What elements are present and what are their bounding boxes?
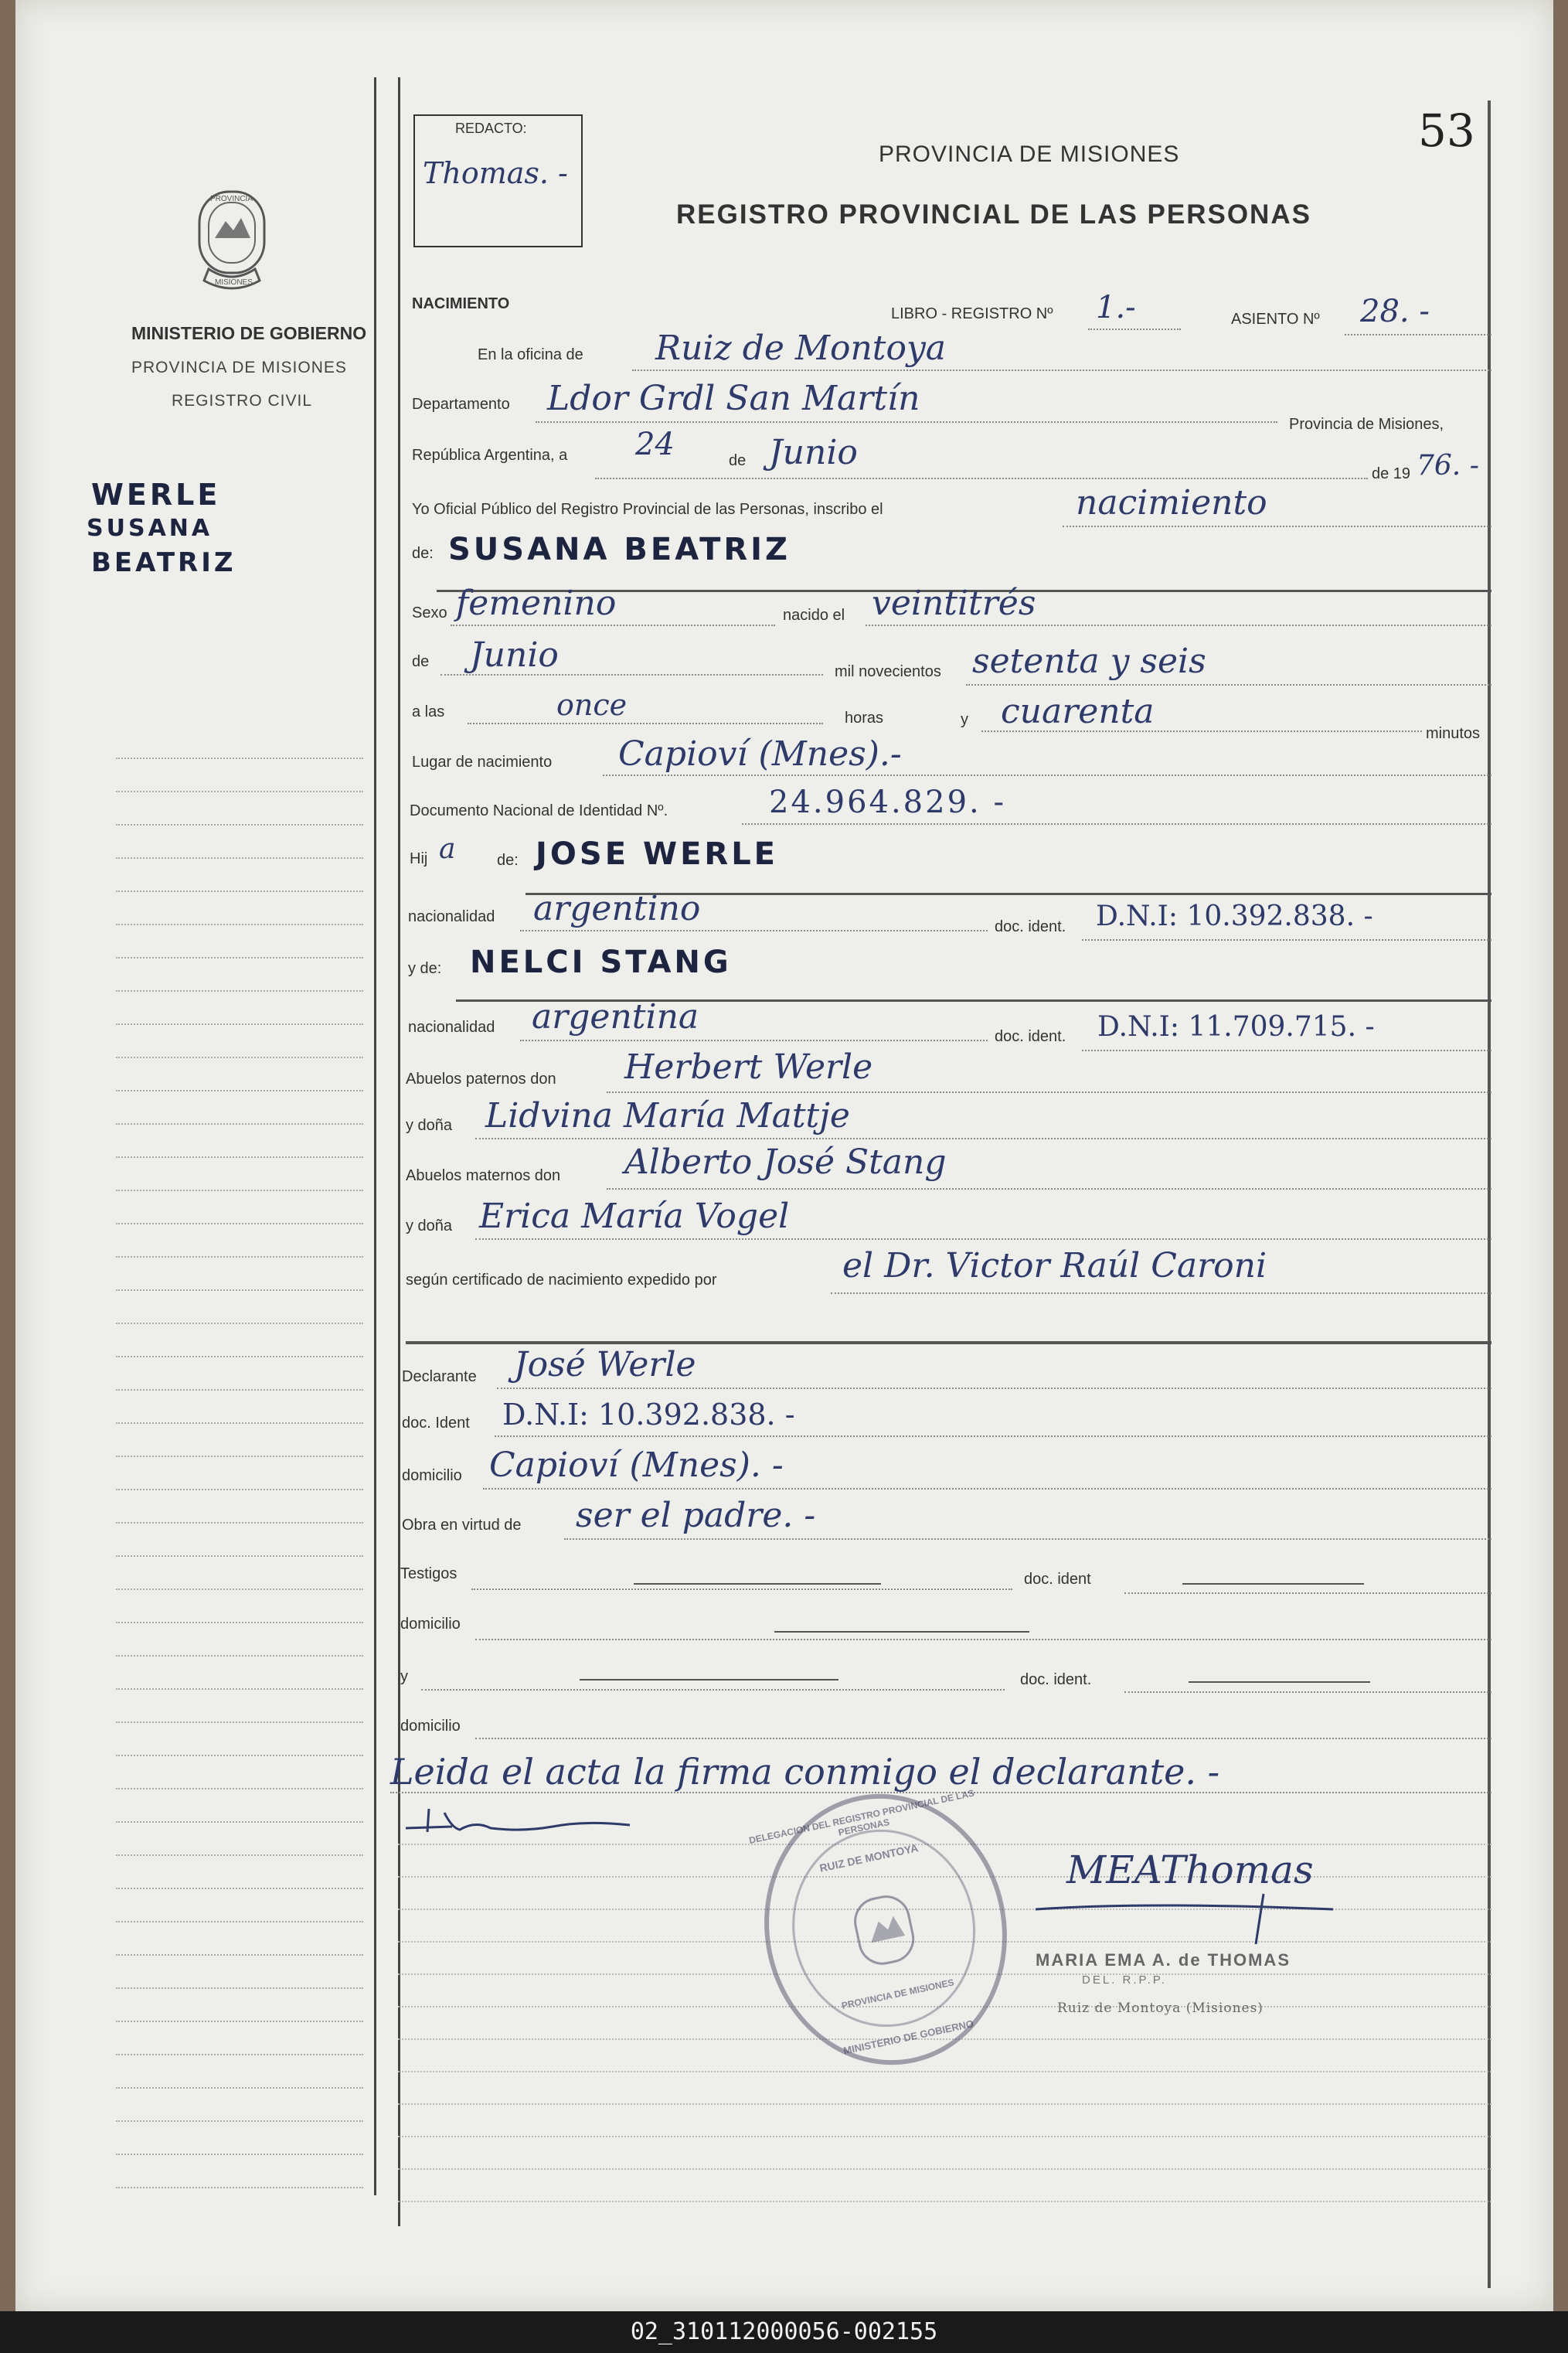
dni-label: Documento Nacional de Identidad Nº.	[410, 802, 668, 819]
testigos-line-1	[634, 1583, 881, 1585]
official-role: DEL. R.P.P.	[1082, 1973, 1167, 1987]
ministry-province: PROVINCIA DE MISIONES	[131, 359, 347, 376]
domicilio-label: domicilio	[402, 1467, 462, 1484]
hij-de-label: de:	[497, 852, 519, 869]
mil-line	[966, 684, 1491, 686]
mil-label: mil novecientos	[835, 663, 941, 680]
obra-line	[564, 1538, 1491, 1540]
nacido-line	[866, 625, 1491, 626]
nac2-label: nacionalidad	[408, 1019, 495, 1036]
abm-dona-label: y doña	[406, 1217, 453, 1234]
minutos-label: minutos	[1426, 725, 1481, 742]
right-page-edge	[1488, 100, 1491, 2288]
declarante-line	[497, 1388, 1491, 1389]
month2-line	[440, 674, 823, 676]
blank-rule	[398, 2136, 1491, 2137]
doc2-label: doc. ident.	[995, 1028, 1066, 1045]
provincia-label: Provincia de Misiones,	[1289, 416, 1444, 433]
margin-rule	[116, 824, 363, 826]
blank-rule	[398, 2168, 1491, 2170]
official-place: Ruiz de Montoya (Misiones)	[1057, 2001, 1264, 2016]
child-name: SUSANA BEATRIZ	[448, 532, 791, 567]
nac2-line	[520, 1040, 988, 1041]
testigos-doc-label: doc. ident	[1024, 1571, 1091, 1588]
margin-rule	[116, 957, 363, 959]
official-name: MARIA EMA A. de THOMAS	[1036, 1950, 1291, 1970]
stamp-inner-bottom: PROVINCIA DE MISIONES	[840, 1977, 955, 2011]
doc2-value: D.N.I: 11.709.715. -	[1097, 1011, 1375, 1043]
cert-line	[831, 1292, 1491, 1294]
nacido-value: veintitrés	[872, 584, 1036, 623]
libro-line	[1088, 329, 1181, 330]
republica-label: República Argentina, a	[412, 447, 568, 464]
margin-rule	[116, 1289, 363, 1291]
abp-dona-line	[475, 1138, 1491, 1139]
asiento-label: ASIENTO Nº	[1231, 311, 1320, 328]
de2-label: de	[412, 653, 430, 670]
departamento-label: Departamento	[412, 396, 510, 413]
testigos-doc-line	[1182, 1583, 1364, 1585]
declarante-label: Declarante	[402, 1368, 477, 1385]
min-line	[981, 730, 1422, 732]
libro-label: LIBRO - REGISTRO Nº	[891, 305, 1053, 322]
abm-dona-line	[475, 1238, 1491, 1240]
margin-rule	[116, 791, 363, 792]
margin-rule	[116, 758, 363, 759]
dom2-dots	[475, 1639, 1491, 1640]
margin-rule	[116, 1755, 363, 1756]
month-value: Junio	[769, 433, 858, 472]
lugar-value: Capioví (Mnes).-	[618, 734, 902, 774]
abp-value: Herbert Werle	[624, 1047, 873, 1087]
horas-label: horas	[845, 710, 884, 727]
margin-rule	[116, 857, 363, 859]
margin-divider-outer	[374, 77, 376, 2195]
margin-rule	[116, 1156, 363, 1158]
margin-rule	[116, 2087, 363, 2089]
y2-label: y	[400, 1668, 408, 1685]
margin-rule	[116, 1057, 363, 1058]
margin-rule	[116, 1190, 363, 1191]
lugar-line	[603, 775, 1491, 776]
margin-rule	[116, 1456, 363, 1457]
margin-rule	[116, 890, 363, 892]
oficina-label: En la oficina de	[478, 346, 583, 363]
signature-stroke	[1032, 1886, 1341, 1952]
closing-statement: Leida el acta la firma conmigo el declarante. -	[390, 1751, 1220, 1793]
oficina-line	[632, 369, 1491, 371]
margin-rule	[116, 1921, 363, 1922]
stamp-shield-icon	[842, 1887, 927, 1980]
stamp-inner-ring	[774, 1813, 994, 2044]
abm-value: Alberto José Stang	[624, 1142, 947, 1182]
testigos-doc-dots	[1124, 1592, 1491, 1594]
abm-line	[607, 1188, 1491, 1190]
margin-rule	[116, 1888, 363, 1889]
margin-rule	[116, 1522, 363, 1524]
de-month-label: de	[729, 452, 747, 469]
asiento-value: 28. -	[1360, 294, 1430, 329]
blank-rule	[398, 2103, 1491, 2105]
doc1-label: doc. ident.	[995, 918, 1066, 935]
redacto-label: REDACTO:	[455, 121, 527, 136]
margin-rule	[116, 1555, 363, 1557]
margin-given-1: SUSANA	[87, 515, 213, 542]
closing-line	[390, 1792, 1491, 1793]
father-name: JOSE WERLE	[536, 836, 779, 872]
margin-rule	[116, 2187, 363, 2188]
dom2-line	[774, 1631, 1029, 1633]
oficina-value: Ruiz de Montoya	[655, 329, 947, 368]
declarante-value: José Werle	[514, 1345, 696, 1384]
alas-label: a las	[412, 703, 445, 720]
margin-rule	[116, 1688, 363, 1690]
oficial-value: nacimiento	[1076, 483, 1267, 523]
abm-dona-value: Erica María Vogel	[479, 1197, 790, 1236]
margin-rule	[116, 1788, 363, 1789]
y2-line	[580, 1679, 838, 1680]
official-signature: MEAThomas	[1066, 1847, 1314, 1892]
declarant-signature	[398, 1797, 653, 1847]
margin-rule	[116, 1489, 363, 1490]
mil-value: setenta y seis	[972, 642, 1206, 681]
mother-name: NELCI STANG	[470, 945, 732, 980]
lugar-label: Lugar de nacimiento	[412, 754, 553, 771]
docdecl-value: D.N.I: 10.392.838. -	[502, 1398, 795, 1432]
doc3-dots	[1124, 1691, 1491, 1693]
nac1-line	[520, 930, 988, 931]
docdecl-label: doc. Ident	[402, 1415, 470, 1432]
nac2-value: argentina	[532, 997, 699, 1037]
cert-value: el Dr. Victor Raúl Caroni	[842, 1246, 1267, 1285]
abp-dona-label: y doña	[406, 1117, 453, 1134]
margin-rule	[116, 1256, 363, 1258]
doc2-line	[1082, 1050, 1491, 1051]
blank-rule	[398, 2201, 1491, 2202]
sexo-value: femenino	[456, 584, 617, 623]
doc3-line	[1189, 1681, 1370, 1683]
footer-id: 02_310112000056-002155	[0, 2311, 1568, 2353]
margin-rule	[116, 2054, 363, 2055]
margin-rule	[116, 2120, 363, 2122]
domicilio-line	[483, 1488, 1491, 1490]
de-name-label: de:	[412, 545, 434, 562]
redacto-value: Thomas. -	[423, 156, 568, 190]
dom3-label: domicilio	[400, 1718, 461, 1735]
abp-line	[607, 1091, 1491, 1093]
hour-value: once	[556, 688, 628, 722]
margin-rule	[116, 1356, 363, 1357]
libro-value: 1.-	[1096, 290, 1136, 325]
ministry-label: MINISTERIO DE GOBIERNO	[131, 323, 367, 343]
testigos-label: Testigos	[400, 1565, 457, 1582]
y-label: y	[961, 711, 968, 728]
margin-rule	[116, 1622, 363, 1623]
yde-label: y de:	[408, 960, 442, 977]
docdecl-line	[495, 1435, 1491, 1437]
nacido-label: nacido el	[783, 607, 845, 624]
year-value: 76. -	[1417, 450, 1479, 482]
abp-label: Abuelos paternos don	[406, 1071, 556, 1088]
margin-rule	[116, 1954, 363, 1956]
seal-text-bottom: MISIONES	[215, 278, 253, 287]
testigos-dots	[471, 1589, 1012, 1590]
margin-given-2: BEATRIZ	[91, 547, 236, 578]
redacto-box	[413, 114, 583, 247]
margin-rule	[116, 1655, 363, 1657]
margin-divider-inner	[398, 77, 400, 2226]
margin-rule	[116, 990, 363, 992]
oficial-line	[1063, 526, 1491, 527]
abm-label: Abuelos maternos don	[406, 1167, 561, 1184]
obra-value: ser el padre. -	[576, 1496, 816, 1535]
record-type-label: NACIMIENTO	[412, 295, 510, 312]
margin-rule	[116, 1223, 363, 1224]
dni-value: 24.964.829. -	[769, 785, 1006, 820]
abp-dona-value: Lidvina María Mattje	[485, 1096, 850, 1136]
margin-rule	[116, 1023, 363, 1025]
hij-label: Hij	[410, 850, 428, 867]
date-line	[595, 478, 1368, 479]
oficial-label: Yo Oficial Público del Registro Provincial de las Personas, inscribo el	[412, 501, 883, 518]
margin-rule	[116, 924, 363, 925]
section-divider	[406, 1341, 1491, 1344]
cert-label: según certificado de nacimiento expedido por	[406, 1272, 717, 1289]
nac1-value: argentino	[533, 889, 701, 928]
sexo-label: Sexo	[412, 604, 447, 621]
blank-rule	[398, 2071, 1491, 2072]
stamp-inner-top: RUIZ DE MONTOYA	[818, 1841, 920, 1875]
margin-rule	[116, 2021, 363, 2022]
margin-rule	[116, 1589, 363, 1590]
margin-rule	[116, 1090, 363, 1091]
departamento-line	[536, 421, 1277, 423]
min-value: cuarenta	[1001, 692, 1155, 731]
domicilio-value: Capioví (Mnes). -	[489, 1446, 784, 1485]
margin-rule	[116, 1323, 363, 1324]
stamp-outer-text: DELEGACION DEL REGISTRO PROVINCIAL DE LAS PERSONAS	[748, 1787, 976, 1847]
doc1-value: D.N.I: 10.392.838. -	[1096, 901, 1373, 932]
departamento-value: Ldor Grdl San Martín	[547, 379, 920, 418]
year-label: de 19	[1372, 465, 1411, 482]
sexo-line	[451, 625, 775, 626]
margin-surname: WERLE	[91, 478, 221, 512]
header-province: PROVINCIA DE MISIONES	[879, 141, 1180, 167]
seal-text-top: PROVINCIA	[210, 195, 253, 203]
ministry-civil: REGISTRO CIVIL	[172, 392, 313, 410]
margin-rule	[116, 1123, 363, 1125]
dom2-label: domicilio	[400, 1616, 461, 1633]
y2-dots	[421, 1689, 1005, 1691]
dom3-dots	[475, 1738, 1491, 1739]
margin-rule	[116, 1721, 363, 1723]
obra-label: Obra en virtud de	[402, 1517, 522, 1534]
margin-rule	[116, 2154, 363, 2155]
stamp-outer-bottom: MINISTERIO DE GOBIERNO	[842, 2018, 975, 2057]
asiento-line	[1345, 334, 1491, 335]
hour-line	[468, 723, 823, 724]
margin-rule	[116, 1821, 363, 1823]
margin-rule	[116, 1389, 363, 1391]
margin-rule	[116, 1987, 363, 1989]
month2-value: Junio	[470, 635, 559, 675]
doc3-label: doc. ident.	[1020, 1671, 1092, 1688]
hij-value: a	[439, 833, 456, 865]
doc1-line	[1082, 939, 1491, 941]
page-number: 53	[1418, 104, 1475, 157]
margin-rule	[116, 1422, 363, 1424]
dni-line	[742, 823, 1491, 825]
header-registry: REGISTRO PROVINCIAL DE LAS PERSONAS	[676, 199, 1311, 230]
margin-rule	[116, 1854, 363, 1856]
day-value: 24	[635, 427, 675, 462]
nac1-label: nacionalidad	[408, 908, 495, 925]
